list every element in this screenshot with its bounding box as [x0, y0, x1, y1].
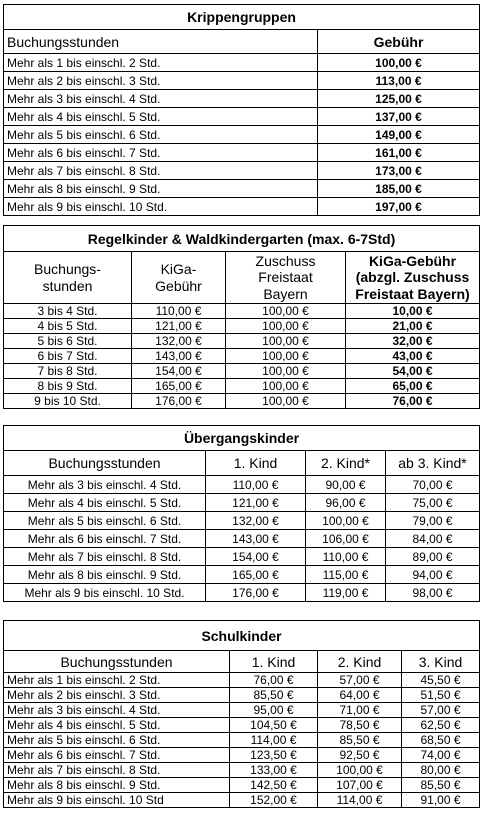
fee-cell: 113,00 € [318, 72, 480, 90]
uebergang-title: Übergangskinder [4, 426, 480, 451]
zuschuss-cell: 100,00 € [226, 304, 346, 319]
kind3-cell: 94,00 € [386, 566, 480, 584]
table-row [4, 394, 480, 409]
zuschuss-cell: 100,00 € [226, 319, 346, 334]
hours-cell: Mehr als 5 bis einschl. 6 Std. [4, 126, 318, 144]
kind1-cell: 110,00 € [206, 476, 306, 494]
hours-cell: Mehr als 9 bis einschl. 10 Std [4, 793, 230, 808]
table-row [4, 349, 480, 364]
table-row [4, 688, 480, 703]
kind3-cell: 62,50 € [402, 718, 480, 733]
hours-cell: 9 bis 10 Std. [4, 394, 132, 409]
regel-header-net [346, 252, 480, 304]
net-cell: 32,00 € [346, 334, 480, 349]
table-row [4, 718, 480, 733]
kind2-cell: 106,00 € [306, 530, 386, 548]
kind1-cell: 154,00 € [206, 548, 306, 566]
hours-cell: Mehr als 3 bis einschl. 4 Std. [4, 90, 318, 108]
kind2-cell: 100,00 € [306, 512, 386, 530]
kind2-cell: 71,00 € [318, 703, 402, 718]
regel-title: Regelkinder & Waldkindergarten (max. 6-7Std) [4, 226, 480, 252]
table-row [4, 673, 480, 688]
zuschuss-cell: 100,00 € [226, 349, 346, 364]
fee-cell: 125,00 € [318, 90, 480, 108]
hours-cell: Mehr als 4 bis einschl. 5 Std. [4, 718, 230, 733]
table-row [4, 90, 480, 108]
regel-table [3, 225, 480, 409]
kind3-cell: 68,50 € [402, 733, 480, 748]
schul-title: Schulkinder [4, 621, 480, 651]
table-row [4, 334, 480, 349]
table-row [4, 512, 480, 530]
schul-table [3, 620, 480, 808]
hours-cell: Mehr als 2 bis einschl. 3 Std. [4, 72, 318, 90]
kind2-cell: 114,00 € [318, 793, 402, 808]
table-row [4, 733, 480, 748]
kind1-cell: 76,00 € [230, 673, 318, 688]
hours-cell: Mehr als 8 bis einschl. 9 Std. [4, 566, 206, 584]
hours-cell: Mehr als 4 bis einschl. 5 Std. [4, 108, 318, 126]
table-row [4, 162, 480, 180]
kind2-cell: 78,50 € [318, 718, 402, 733]
zuschuss-cell: 100,00 € [226, 379, 346, 394]
hours-cell: Mehr als 1 bis einschl. 2 Std. [4, 54, 318, 72]
table-row [4, 548, 480, 566]
hours-cell: Mehr als 1 bis einschl. 2 Std. [4, 673, 230, 688]
schul-header-kind2: 2. Kind [318, 651, 402, 673]
table-row [4, 304, 480, 319]
uebergang-header-kind1: 1. Kind [206, 451, 306, 476]
kind2-cell: 119,00 € [306, 584, 386, 602]
kiga-cell: 165,00 € [132, 379, 226, 394]
schul-header-hours: Buchungsstunden [4, 651, 230, 673]
table-row [4, 584, 480, 602]
hours-cell: 4 bis 5 Std. [4, 319, 132, 334]
krippen-header-fee: Gebühr [318, 30, 480, 54]
krippen-title: Krippengruppen [4, 5, 480, 30]
regel-header-zuschuss-line1: Zuschuss [255, 253, 316, 270]
net-cell: 43,00 € [346, 349, 480, 364]
kind2-cell: 107,00 € [318, 778, 402, 793]
table-row [4, 748, 480, 763]
kind3-cell: 70,00 € [386, 476, 480, 494]
kind1-cell: 165,00 € [206, 566, 306, 584]
table-row [4, 198, 480, 216]
fee-cell: 149,00 € [318, 126, 480, 144]
kind1-cell: 104,50 € [230, 718, 318, 733]
table-row [4, 379, 480, 394]
kind2-cell: 110,00 € [306, 548, 386, 566]
table-row [4, 778, 480, 793]
fee-cell: 185,00 € [318, 180, 480, 198]
fee-cell: 100,00 € [318, 54, 480, 72]
regel-header-net-line3: Freistaat Bayern) [355, 285, 470, 302]
regel-header-zuschuss [226, 252, 346, 304]
kind2-cell: 90,00 € [306, 476, 386, 494]
kiga-cell: 143,00 € [132, 349, 226, 364]
regel-header-zuschuss-line3: Bayern [263, 285, 308, 302]
net-cell: 21,00 € [346, 319, 480, 334]
hours-cell: Mehr als 6 bis einschl. 7 Std. [4, 144, 318, 162]
kind3-cell: 74,00 € [402, 748, 480, 763]
table-row [4, 180, 480, 198]
regel-header-hours-line2: stunden [42, 277, 93, 294]
table-row [4, 793, 480, 808]
kind2-cell: 57,00 € [318, 673, 402, 688]
table-row [4, 72, 480, 90]
hours-cell: 7 bis 8 Std. [4, 364, 132, 379]
kind3-cell: 45,50 € [402, 673, 480, 688]
hours-cell: Mehr als 9 bis einschl. 10 Std. [4, 198, 318, 216]
hours-cell: Mehr als 6 bis einschl. 7 Std. [4, 530, 206, 548]
zuschuss-cell: 100,00 € [226, 334, 346, 349]
kind2-cell: 100,00 € [318, 763, 402, 778]
table-row [4, 530, 480, 548]
hours-cell: Mehr als 7 bis einschl. 8 Std. [4, 763, 230, 778]
kind1-cell: 114,00 € [230, 733, 318, 748]
zuschuss-cell: 100,00 € [226, 364, 346, 379]
kind3-cell: 84,00 € [386, 530, 480, 548]
kind1-cell: 85,50 € [230, 688, 318, 703]
kind2-cell: 92,50 € [318, 748, 402, 763]
net-cell: 65,00 € [346, 379, 480, 394]
kiga-cell: 176,00 € [132, 394, 226, 409]
table-row [4, 54, 480, 72]
net-cell: 10,00 € [346, 304, 480, 319]
hours-cell: 8 bis 9 Std. [4, 379, 132, 394]
kind1-cell: 95,00 € [230, 703, 318, 718]
table-row [4, 144, 480, 162]
krippen-header-hours: Buchungsstunden [4, 30, 318, 54]
regel-header-net-line1: KiGa-Gebühr [368, 253, 457, 270]
kind2-cell: 85,50 € [318, 733, 402, 748]
fee-cell: 137,00 € [318, 108, 480, 126]
hours-cell: Mehr als 7 bis einschl. 8 Std. [4, 162, 318, 180]
kind1-cell: 143,00 € [206, 530, 306, 548]
table-row [4, 763, 480, 778]
hours-cell: 6 bis 7 Std. [4, 349, 132, 364]
table-row [4, 494, 480, 512]
hours-cell: Mehr als 7 bis einschl. 8 Std. [4, 548, 206, 566]
hours-cell: Mehr als 5 bis einschl. 6 Std. [4, 733, 230, 748]
uebergang-header-hours: Buchungsstunden [4, 451, 206, 476]
table-row [4, 476, 480, 494]
uebergang-table [3, 425, 480, 602]
hours-cell: 3 bis 4 Std. [4, 304, 132, 319]
uebergang-header-kind3: ab 3. Kind* [386, 451, 480, 476]
kind1-cell: 152,00 € [230, 793, 318, 808]
fee-cell: 173,00 € [318, 162, 480, 180]
kind1-cell: 121,00 € [206, 494, 306, 512]
table-row [4, 703, 480, 718]
kind3-cell: 51,50 € [402, 688, 480, 703]
table-row [4, 108, 480, 126]
hours-cell: Mehr als 9 bis einschl. 10 Std. [4, 584, 206, 602]
hours-cell: Mehr als 8 bis einschl. 9 Std. [4, 778, 230, 793]
fee-cell: 161,00 € [318, 144, 480, 162]
table-row [4, 126, 480, 144]
regel-header-kiga [132, 252, 226, 304]
hours-cell: Mehr als 6 bis einschl. 7 Std. [4, 748, 230, 763]
schul-header-kind3: 3. Kind [402, 651, 480, 673]
regel-header-kiga-line1: KiGa- [160, 261, 197, 278]
regel-header-hours-line1: Buchungs- [34, 261, 101, 278]
hours-cell: 5 bis 6 Std. [4, 334, 132, 349]
regel-header-kiga-line2: Gebühr [155, 277, 202, 294]
schul-header-kind1: 1. Kind [230, 651, 318, 673]
kind1-cell: 176,00 € [206, 584, 306, 602]
kind3-cell: 89,00 € [386, 548, 480, 566]
kind3-cell: 80,00 € [402, 763, 480, 778]
kiga-cell: 121,00 € [132, 319, 226, 334]
kind2-cell: 96,00 € [306, 494, 386, 512]
kind2-cell: 115,00 € [306, 566, 386, 584]
kind3-cell: 57,00 € [402, 703, 480, 718]
uebergang-header-kind2: 2. Kind* [306, 451, 386, 476]
net-cell: 76,00 € [346, 394, 480, 409]
kiga-cell: 110,00 € [132, 304, 226, 319]
hours-cell: Mehr als 4 bis einschl. 5 Std. [4, 494, 206, 512]
table-row [4, 319, 480, 334]
kind3-cell: 85,50 € [402, 778, 480, 793]
kind3-cell: 75,00 € [386, 494, 480, 512]
kind1-cell: 132,00 € [206, 512, 306, 530]
hours-cell: Mehr als 2 bis einschl. 3 Std. [4, 688, 230, 703]
fee-cell: 197,00 € [318, 198, 480, 216]
hours-cell: Mehr als 3 bis einschl. 4 Std. [4, 703, 230, 718]
krippen-table [3, 4, 480, 216]
hours-cell: Mehr als 3 bis einschl. 4 Std. [4, 476, 206, 494]
table-row [4, 364, 480, 379]
kiga-cell: 154,00 € [132, 364, 226, 379]
table-row [4, 566, 480, 584]
kind1-cell: 133,00 € [230, 763, 318, 778]
net-cell: 54,00 € [346, 364, 480, 379]
kind1-cell: 142,50 € [230, 778, 318, 793]
regel-header-net-line2: (abzgl. Zuschuss [355, 269, 470, 286]
zuschuss-cell: 100,00 € [226, 394, 346, 409]
kind3-cell: 79,00 € [386, 512, 480, 530]
kind2-cell: 64,00 € [318, 688, 402, 703]
kind1-cell: 123,50 € [230, 748, 318, 763]
hours-cell: Mehr als 8 bis einschl. 9 Std. [4, 180, 318, 198]
kind3-cell: 91,00 € [402, 793, 480, 808]
regel-header-hours [4, 252, 132, 304]
kind3-cell: 98,00 € [386, 584, 480, 602]
regel-header-zuschuss-line2: Freistaat [258, 269, 313, 286]
hours-cell: Mehr als 5 bis einschl. 6 Std. [4, 512, 206, 530]
kiga-cell: 132,00 € [132, 334, 226, 349]
